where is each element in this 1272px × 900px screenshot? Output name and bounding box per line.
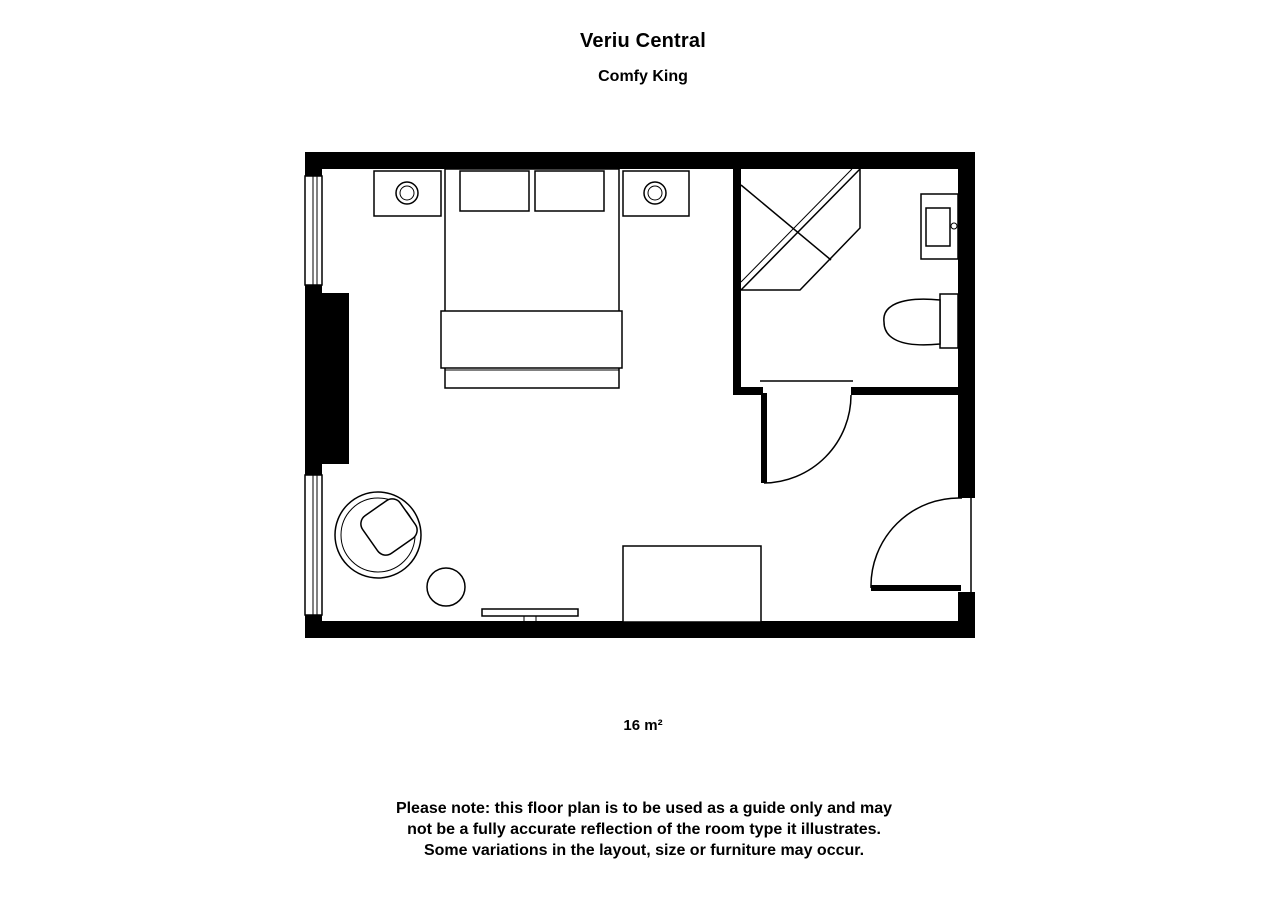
toilet	[884, 294, 958, 348]
armchair	[335, 492, 421, 578]
bathroom-left-wall	[733, 152, 741, 395]
bathroom-bottom-wall-right	[851, 387, 961, 395]
desk	[623, 546, 761, 622]
entry-door	[871, 498, 971, 592]
top-wall	[305, 152, 975, 169]
right-wall-upper	[958, 152, 975, 498]
plan-title: Veriu Central	[580, 30, 706, 52]
bathroom-walls	[733, 152, 961, 395]
nightstand-right	[623, 171, 689, 216]
disclaimer-line-2: not be a fully accurate reflection of the room type it illustrates.	[407, 821, 881, 838]
left-wall-top	[305, 152, 322, 176]
shower	[741, 169, 860, 290]
bathroom-bottom-wall-left	[733, 387, 763, 395]
vanity-sink	[921, 194, 958, 259]
window-left-lower	[305, 475, 322, 615]
window-left-upper	[305, 176, 322, 285]
disclaimer-line-3: Some variations in the layout, size or furniture may occur.	[423, 842, 865, 859]
left-wall-bottom	[305, 615, 322, 638]
disclaimer-line-1: Please note: this floor plan is to be used as a guide only and may	[395, 800, 893, 817]
wall-unit	[318, 293, 349, 464]
nightstand-left	[374, 171, 441, 216]
tv-bench	[482, 609, 578, 621]
side-table	[427, 568, 465, 606]
bed	[441, 169, 622, 388]
bottom-wall	[305, 621, 975, 638]
disclaimer-note	[0, 798, 1272, 861]
bathroom-door	[760, 381, 853, 483]
right-wall-lower	[958, 592, 975, 638]
room-area-label: 16 m²	[623, 717, 663, 734]
room-type-label: Comfy King	[598, 68, 688, 85]
